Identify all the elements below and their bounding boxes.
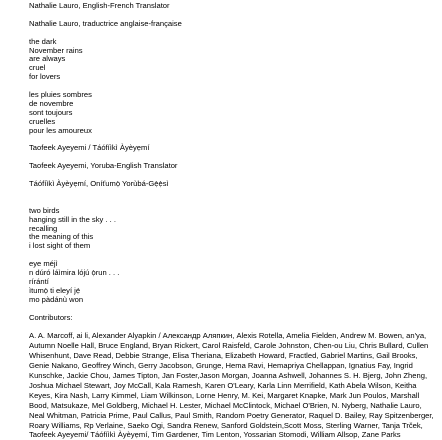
spacer xyxy=(29,189,440,198)
poem-line: pour les amoureux xyxy=(29,125,92,135)
poem-line: i lost sight of them xyxy=(29,241,91,251)
poem2-yoruba xyxy=(29,260,440,305)
translator-credit-yoruba: Táófíìkì Àyèyẹmí, Oníťumọ̀ Yorùbá-Gẹ̀ẹ̀sì xyxy=(29,179,169,189)
translator-name: Taofeek Ayeyemi / Táófíìkì Àyèyẹmí xyxy=(29,143,150,153)
spacer xyxy=(29,322,440,331)
contributors-list: A. A. Marcoff, ai li, Alexander Alyapkin / Александр Аляпкин, Alexis Rotella, Amelia Fielden, Andrew M. Bowen, an'ya, Autumn Noelle Hall, Bruce England, Bryan Rickert, Carol Raisfeld, Carole Johnston, Chen-ou Liu, Chris Bullard, Cullen Whisenhunt, Dave Read, Debbie Strange, Elisa Theriana, Elizabeth Howard, Fractled, Gabriel Martins, Gail Brooks, Genie Nakano, Geoffrey Winch, Gerry Jacobson, Grunge, Hema Ravi, Hemapriya Chellappan, Ignatius Fay, Ingrid Kunschke, Jackie Chou, James Tipton, Jan Foster,Jason Morgan, Joanna Ashwell, Johannes S. H. Bjerg, John Zheng, Joshua Michael Stewart, Joy McCall, Kala Ramesh, Karen O'Leary, Karla Linn Merrifield, Kath Abela Wilson, Keitha Keyes, Kira Nash, Larry Kimmel, Liam Wilkinson, Lorne Henry, M. Kei, Margaret Knapke, Mark Jun Poulos, Marshall Bood, Matsukaze, Mel Goldberg, Michael H. Lester, Michael McClintock, Michael O'Brien, N. Nyberg, Nathalie Lauro, Neal Whitman, Patricia Prime, Paul Callus, Paul Smith, Random Poetry Generator, Raquel D. Bailey, Ray Spitzenberger, Roary Williams, Rp Verlaine, Saeko Ogi, Sandra Renew, Sanford Goldstein,Scott Moss, Sterling Warner, Tanja Trček, Taofeek Ayeyemi/ Táófíìkì Àyèyẹmí, Tim Gardener, Tim Lenton, Yossarian Stomodi, William Allsop, Zane Parks xyxy=(29,331,434,440)
poem-line: eye méjì xyxy=(29,259,58,269)
translator-credit-fr: Nathalie Lauro, traductrice anglaise-française xyxy=(29,18,182,28)
poem-line: n dúró láìmira lójú ọ̀run . . . xyxy=(29,268,120,278)
spacer xyxy=(29,198,440,207)
poem-line: for lovers xyxy=(29,72,61,82)
poem-line: les pluies sombres xyxy=(29,90,92,100)
poem-english xyxy=(29,38,440,83)
poem-line: are always xyxy=(29,54,66,64)
poem-line: sont toujours xyxy=(29,107,73,117)
poem2-english xyxy=(29,207,440,252)
translator-credit-en: Nathalie Lauro, English-French Translator xyxy=(29,1,170,10)
poem-line: de novembre xyxy=(29,98,74,108)
poem-line: cruelles xyxy=(29,116,56,126)
poem-line: the dark xyxy=(29,36,57,46)
poem-line: rírántí xyxy=(29,276,49,286)
poem-line: two birds xyxy=(29,205,60,215)
poem-line: recalling xyxy=(29,223,58,233)
poem-line: cruel xyxy=(29,63,46,73)
poem-line: hanging still in the sky . . . xyxy=(29,214,116,224)
spacer xyxy=(29,29,440,38)
poem-line: November rains xyxy=(29,45,83,55)
poem-french xyxy=(29,91,440,136)
poem-line: ìtumọ̀ ti eleyí jẹ́ xyxy=(29,285,81,295)
spacer xyxy=(29,251,440,260)
translator-credit-yoruba-en: Taofeek Ayeyemi, Yoruba-English Translator xyxy=(29,161,178,171)
contributors-heading: Contributors: xyxy=(29,312,73,322)
poem-line: mo pàdánù won xyxy=(29,294,84,304)
spacer xyxy=(29,305,440,314)
poem-line: the meaning of this xyxy=(29,232,94,242)
document-page xyxy=(29,0,440,440)
